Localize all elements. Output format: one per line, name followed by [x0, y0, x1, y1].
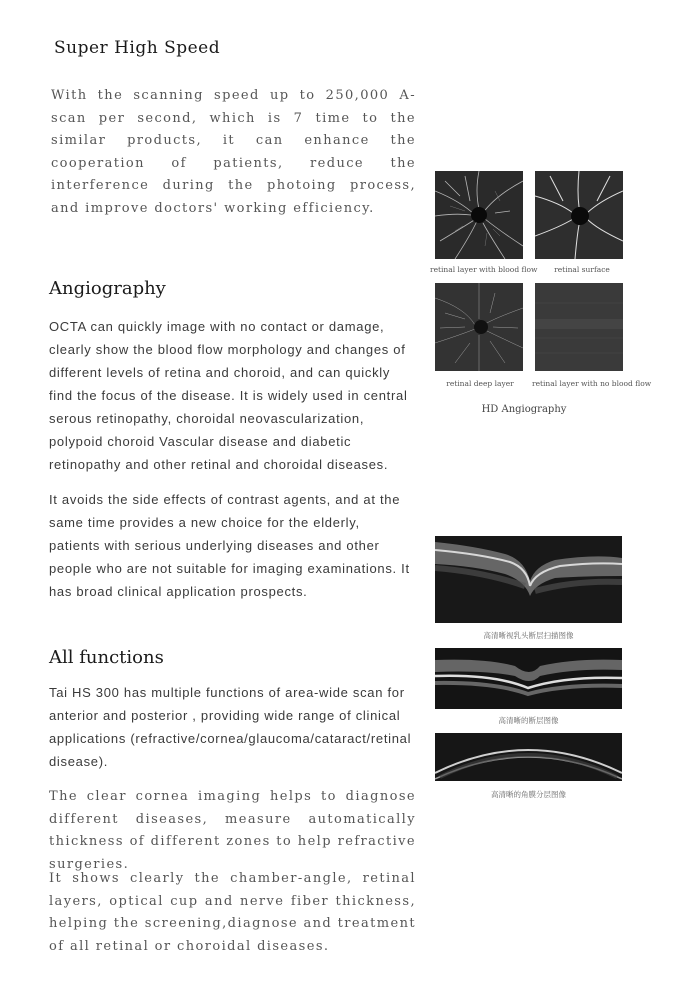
- functions-title: All functions: [49, 647, 164, 668]
- angio-image-blood-flow: [435, 171, 523, 259]
- hd-angiography-caption: HD Angiography: [481, 404, 567, 415]
- caption-deep-layer: retinal deep layer: [446, 379, 514, 388]
- angiography-paragraph-2: It avoids the side effects of contrast agents, and at the same time provides a new choice for the elderly, patients with serious underlying diseases and other people who are not suitable for imaging examinations. It has broad clinical application prospects.: [49, 492, 410, 599]
- functions-paragraph-2: The clear cornea imaging helps to diagnose different diseases, measure automatically thickness of different zones to help refractive surgeries.: [49, 789, 416, 872]
- cornea-scan-image: [435, 733, 622, 781]
- angio-image-no-blood-flow: [535, 283, 623, 371]
- angiography-title: Angiography: [49, 278, 166, 299]
- caption-optic-disc-scan: 高清晰视乳头断层扫描图像: [483, 631, 574, 640]
- speed-title: Super High Speed: [54, 38, 221, 58]
- caption-blood-flow: retinal layer with blood flow: [430, 265, 538, 274]
- angio-image-deep-layer: [435, 283, 523, 371]
- retina-scan-image: [435, 648, 622, 709]
- caption-cornea-scan: 高清晰的角膜分层图像: [491, 790, 566, 799]
- angiography-paragraph-1: OCTA can quickly image with no contact or damage, clearly show the blood flow morphology and changes of different levels of retina and choroid, and can quickly find the focus of the disease. It is widely used in central serous retinopathy, choroidal neovascularization, polypoid choroid Vascular disease and diabetic retinopathy and other retinal and choroidal diseases.: [49, 319, 408, 472]
- caption-retina-scan: 高清晰的断层图像: [498, 716, 559, 725]
- functions-paragraph-1: Tai HS 300 has multiple functions of area-wide scan for anterior and posterior , providing wide range of clinical applications (refractive/cornea/glaucoma/cataract/retinal disease).: [49, 685, 412, 769]
- angio-image-surface: [535, 171, 623, 259]
- caption-surface: retinal surface: [554, 265, 610, 274]
- functions-paragraph-3: It shows clearly the chamber-angle, retinal layers, optical cup and nerve fiber thickness, helping the screening,diagnose and treatment of all retinal or choroidal diseases.: [49, 871, 417, 954]
- speed-paragraph: With the scanning speed up to 250,000 A-scan per second, which is 7 time to the similar products, it can enhance the cooperation of patients, reduce the interference during the photoing process, and improve doctors' working efficiency.: [51, 88, 416, 216]
- caption-no-blood-flow: retinal layer with no blood flow: [532, 379, 652, 388]
- optic-disc-scan-image: [435, 536, 622, 623]
